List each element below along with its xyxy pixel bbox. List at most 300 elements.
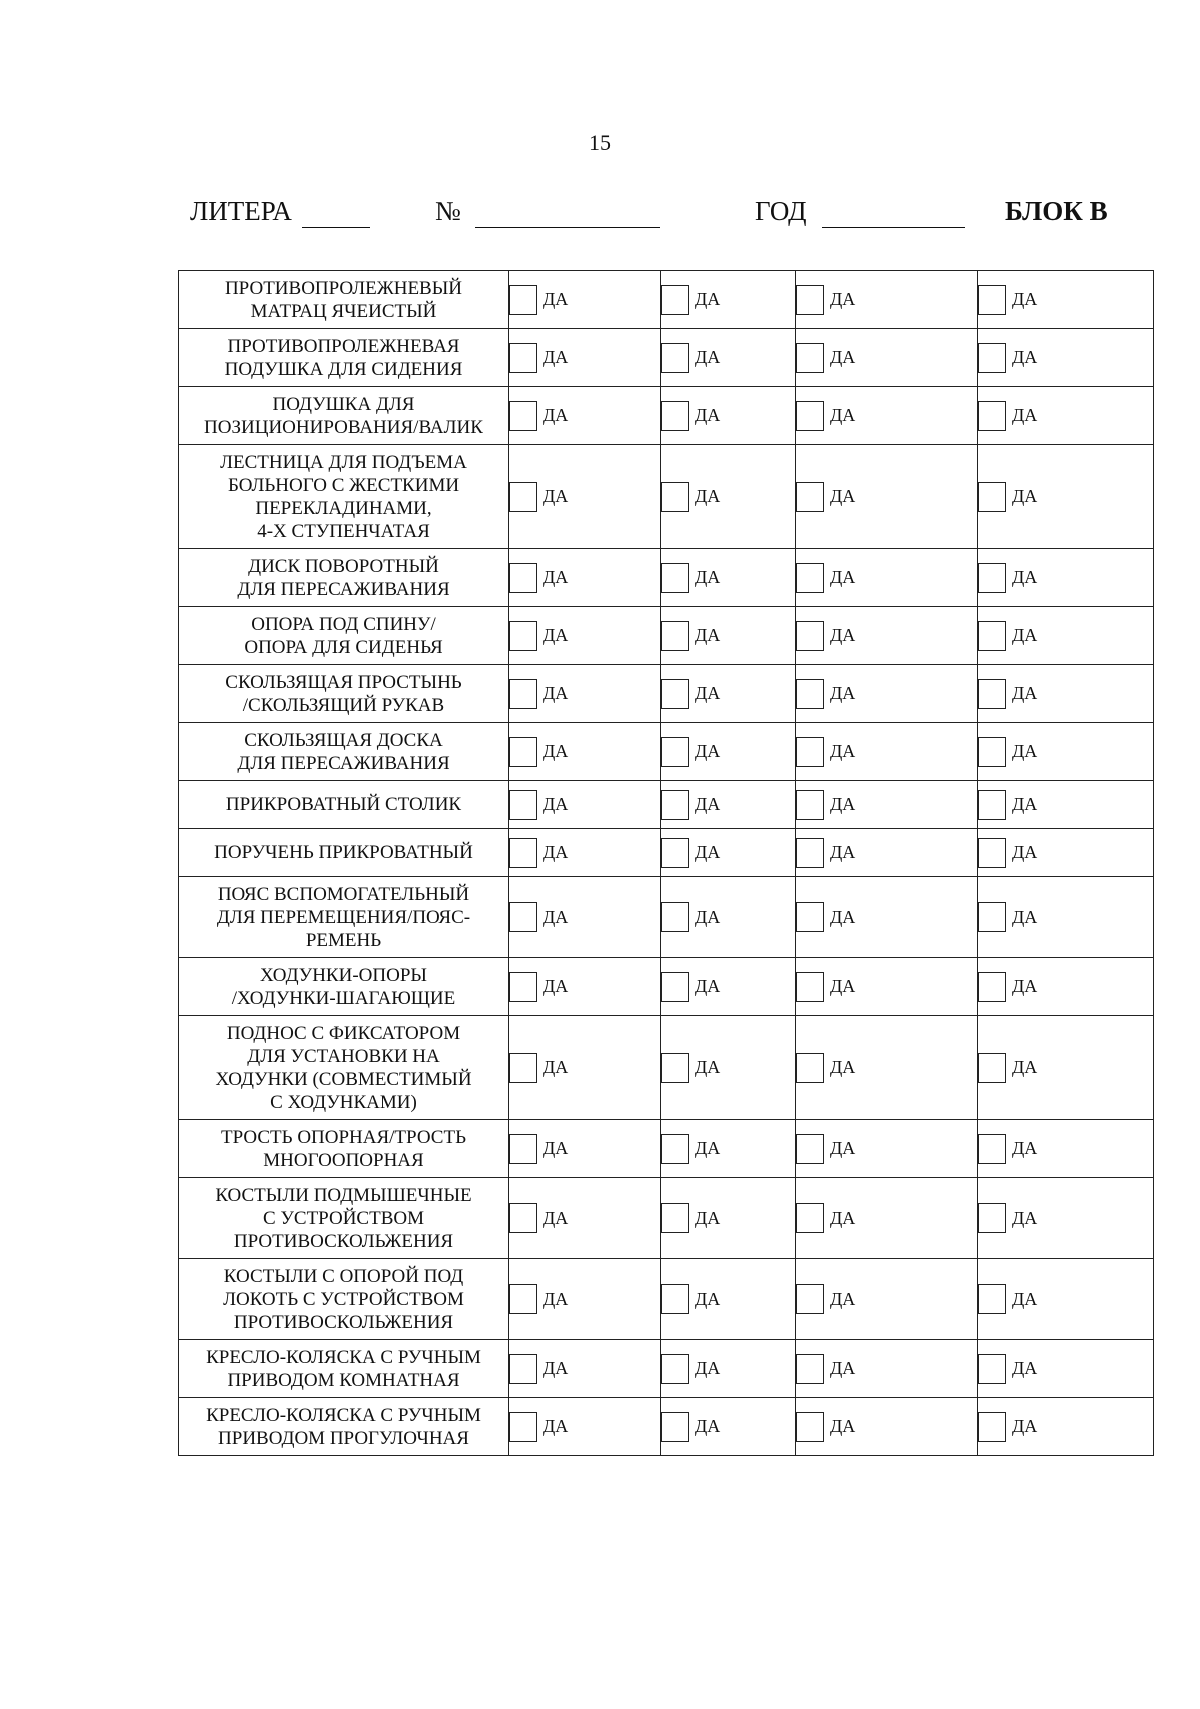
yes-option[interactable] [509, 563, 660, 593]
checkbox-cell [509, 1178, 661, 1259]
yes-option[interactable] [978, 1053, 1153, 1083]
table-row [179, 387, 1154, 445]
checkbox-cell [796, 549, 978, 607]
yes-checkbox[interactable] [796, 1412, 824, 1442]
checkbox-cell [978, 877, 1154, 958]
item-label: ПРОТИВОПРОЛЕЖНЕВАЯ ПОДУШКА ДЛЯ СИДЕНИЯ [179, 329, 509, 387]
checkbox-cell [661, 1120, 796, 1178]
yes-label: ДА [830, 976, 856, 996]
yes-option[interactable] [796, 1053, 977, 1083]
checkbox-cell [509, 329, 661, 387]
checkbox-cell [796, 445, 978, 549]
item-label: СКОЛЬЗЯЩАЯ ПРОСТЫНЬ /СКОЛЬЗЯЩИЙ РУКАВ [179, 665, 509, 723]
yes-checkbox[interactable] [661, 621, 689, 651]
yes-checkbox[interactable] [661, 902, 689, 932]
yes-label: ДА [695, 1288, 721, 1309]
checkbox-cell [978, 958, 1154, 1016]
yes-option[interactable] [509, 1134, 660, 1164]
yes-option[interactable] [978, 1203, 1153, 1233]
yes-checkbox[interactable] [796, 621, 824, 651]
yes-label: ДА [1012, 1358, 1038, 1378]
checkbox-cell [796, 387, 978, 445]
yes-checkbox[interactable] [509, 902, 537, 932]
checkbox-cell [978, 1340, 1154, 1398]
yes-label: ДА [543, 1138, 569, 1158]
checkbox-cell [796, 877, 978, 958]
checkbox-cell [661, 607, 796, 665]
checkbox-cell [509, 1398, 661, 1456]
yes-checkbox[interactable] [796, 838, 824, 868]
yes-checkbox[interactable] [509, 972, 537, 1002]
table-row [179, 1340, 1154, 1398]
yes-label: ДА [1012, 289, 1038, 309]
yes-option[interactable] [796, 679, 977, 709]
yes-label: ДА [830, 794, 856, 814]
yes-checkbox[interactable] [796, 679, 824, 709]
checkbox-cell [661, 549, 796, 607]
equipment-table [178, 270, 1154, 1456]
yes-option[interactable] [796, 902, 977, 932]
yes-option[interactable] [661, 401, 795, 431]
yes-checkbox[interactable] [796, 285, 824, 315]
yes-option[interactable] [978, 737, 1153, 767]
yes-label: ДА [695, 347, 721, 367]
item-label: ПОРУЧЕНЬ ПРИКРОВАТНЫЙ [179, 829, 509, 877]
yes-checkbox[interactable] [796, 1284, 824, 1314]
yes-label: ДА [1012, 1207, 1038, 1228]
yes-checkbox[interactable] [509, 1134, 537, 1164]
yes-label: ДА [1012, 1138, 1038, 1158]
yes-checkbox[interactable] [509, 1203, 537, 1233]
table-row [179, 1259, 1154, 1340]
yes-option[interactable] [796, 1134, 977, 1164]
yes-label: ДА [695, 842, 721, 862]
yes-option[interactable] [796, 790, 977, 820]
yes-label: ДА [1012, 906, 1038, 927]
yes-option[interactable] [509, 972, 660, 1002]
yes-label: ДА [830, 625, 856, 645]
yes-checkbox[interactable] [509, 1354, 537, 1384]
yes-option[interactable] [978, 285, 1153, 315]
item-label: ПОДНОС С ФИКСАТОРОМ ДЛЯ УСТАНОВКИ НА ХОДУНКИ (СОВМЕСТИМЫЙ С ХОДУНКАМИ) [179, 1016, 509, 1120]
checkbox-cell [661, 1259, 796, 1340]
yes-label: ДА [695, 794, 721, 814]
yes-checkbox[interactable] [796, 343, 824, 373]
yes-option[interactable] [796, 401, 977, 431]
yes-label: ДА [830, 1416, 856, 1436]
yes-option[interactable] [796, 1354, 977, 1384]
yes-checkbox[interactable] [978, 972, 1006, 1002]
checkbox-cell [661, 445, 796, 549]
yes-label: ДА [695, 486, 721, 506]
yes-checkbox[interactable] [661, 972, 689, 1002]
yes-option[interactable] [509, 1354, 660, 1384]
yes-checkbox[interactable] [661, 1053, 689, 1083]
yes-label: ДА [543, 842, 569, 862]
yes-label: ДА [1012, 683, 1038, 703]
yes-checkbox[interactable] [978, 343, 1006, 373]
yes-label: ДА [543, 1057, 569, 1077]
yes-option[interactable] [978, 1134, 1153, 1164]
yes-option[interactable] [796, 621, 977, 651]
yes-checkbox[interactable] [661, 563, 689, 593]
checkbox-cell [796, 1340, 978, 1398]
checkbox-cell [796, 665, 978, 723]
yes-label: ДА [830, 405, 856, 425]
yes-label: ДА [1012, 1288, 1038, 1309]
yes-option[interactable] [978, 902, 1153, 932]
yes-checkbox[interactable] [978, 838, 1006, 868]
yes-label: ДА [830, 1138, 856, 1158]
checkbox-cell [796, 958, 978, 1016]
yes-checkbox[interactable] [661, 737, 689, 767]
yes-checkbox[interactable] [978, 1354, 1006, 1384]
yes-option[interactable] [978, 563, 1153, 593]
yes-option[interactable] [509, 621, 660, 651]
yes-label: ДА [830, 289, 856, 309]
checkbox-cell [978, 1398, 1154, 1456]
yes-checkbox[interactable] [509, 838, 537, 868]
checkbox-cell [978, 271, 1154, 329]
yes-label: ДА [1012, 741, 1038, 761]
yes-checkbox[interactable] [661, 401, 689, 431]
checkbox-cell [796, 1016, 978, 1120]
checkbox-cell [978, 1259, 1154, 1340]
yes-option[interactable] [661, 679, 795, 709]
yes-checkbox[interactable] [978, 1284, 1006, 1314]
yes-option[interactable] [796, 838, 977, 868]
checkbox-cell [509, 829, 661, 877]
yes-label: ДА [1012, 625, 1038, 645]
yes-checkbox[interactable] [978, 902, 1006, 932]
yes-checkbox[interactable] [796, 482, 824, 512]
yes-option[interactable] [509, 790, 660, 820]
table-row [179, 665, 1154, 723]
checkbox-cell [509, 549, 661, 607]
yes-option[interactable] [509, 401, 660, 431]
yes-checkbox[interactable] [509, 285, 537, 315]
yes-checkbox[interactable] [796, 972, 824, 1002]
yes-option[interactable] [661, 1412, 795, 1442]
checkbox-cell [509, 271, 661, 329]
yes-option[interactable] [509, 343, 660, 373]
page-number: 15 [589, 130, 611, 155]
yes-option[interactable] [509, 1053, 660, 1083]
yes-checkbox[interactable] [661, 1134, 689, 1164]
yes-label: ДА [830, 842, 856, 862]
table-row [179, 877, 1154, 958]
yes-option[interactable] [661, 1203, 795, 1233]
yes-option[interactable] [796, 343, 977, 373]
yes-label: ДА [830, 1057, 856, 1077]
yes-option[interactable] [978, 482, 1153, 512]
yes-label: ДА [543, 1358, 569, 1378]
table-row [179, 549, 1154, 607]
table-row [179, 329, 1154, 387]
yes-label: ДА [543, 741, 569, 761]
yes-label: ДА [830, 486, 856, 506]
year-field[interactable] [822, 227, 965, 228]
yes-label: ДА [1012, 842, 1038, 862]
checkbox-cell [661, 1398, 796, 1456]
yes-label: ДА [1012, 1057, 1038, 1077]
checkbox-cell [509, 665, 661, 723]
yes-label: ДА [543, 906, 569, 927]
yes-label: ДА [695, 741, 721, 761]
yes-option[interactable] [978, 790, 1153, 820]
checkbox-cell [661, 1340, 796, 1398]
yes-option[interactable] [661, 482, 795, 512]
checkbox-cell [796, 329, 978, 387]
checkbox-cell [796, 1259, 978, 1340]
yes-checkbox[interactable] [796, 737, 824, 767]
yes-label: ДА [830, 1207, 856, 1228]
yes-checkbox[interactable] [509, 621, 537, 651]
yes-label: ДА [543, 1288, 569, 1309]
table-row [179, 271, 1154, 329]
yes-label: ДА [695, 1138, 721, 1158]
yes-label: ДА [830, 906, 856, 927]
yes-label: ДА [695, 683, 721, 703]
yes-option[interactable] [509, 1203, 660, 1233]
yes-checkbox[interactable] [796, 790, 824, 820]
yes-option[interactable] [509, 737, 660, 767]
item-label: КОСТЫЛИ ПОДМЫШЕЧНЫЕ С УСТРОЙСТВОМ ПРОТИВОСКОЛЬЖЕНИЯ [179, 1178, 509, 1259]
yes-option[interactable] [978, 621, 1153, 651]
yes-checkbox[interactable] [978, 482, 1006, 512]
yes-label: ДА [830, 741, 856, 761]
checkbox-cell [978, 1120, 1154, 1178]
table-row [179, 1178, 1154, 1259]
yes-label: ДА [830, 1288, 856, 1309]
yes-label: ДА [543, 486, 569, 506]
checkbox-cell [509, 1340, 661, 1398]
checkbox-cell [509, 723, 661, 781]
yes-label: ДА [830, 567, 856, 587]
yes-checkbox[interactable] [796, 563, 824, 593]
yes-option[interactable] [796, 1284, 977, 1314]
yes-option[interactable] [509, 482, 660, 512]
checkbox-cell [509, 877, 661, 958]
yes-checkbox[interactable] [796, 1053, 824, 1083]
checkbox-cell [509, 607, 661, 665]
yes-option[interactable] [509, 285, 660, 315]
yes-option[interactable] [796, 737, 977, 767]
yes-label: ДА [695, 1358, 721, 1378]
yes-checkbox[interactable] [509, 343, 537, 373]
item-label: КРЕСЛО-КОЛЯСКА С РУЧНЫМ ПРИВОДОМ КОМНАТНАЯ [179, 1340, 509, 1398]
yes-option[interactable] [661, 838, 795, 868]
item-label: ПРОТИВОПРОЛЕЖНЕВЫЙ МАТРАЦ ЯЧЕИСТЫЙ [179, 271, 509, 329]
yes-option[interactable] [661, 1284, 795, 1314]
yes-checkbox[interactable] [509, 1053, 537, 1083]
checkbox-cell [978, 781, 1154, 829]
yes-checkbox[interactable] [661, 679, 689, 709]
yes-checkbox[interactable] [509, 1284, 537, 1314]
yes-checkbox[interactable] [978, 1203, 1006, 1233]
yes-option[interactable] [661, 343, 795, 373]
block-label: БЛОК В [1005, 196, 1108, 226]
item-label: КРЕСЛО-КОЛЯСКА С РУЧНЫМ ПРИВОДОМ ПРОГУЛОЧНАЯ [179, 1398, 509, 1456]
form-header [190, 196, 1120, 236]
checkbox-cell [978, 607, 1154, 665]
yes-checkbox[interactable] [661, 482, 689, 512]
checkbox-cell [796, 271, 978, 329]
yes-option[interactable] [978, 343, 1153, 373]
yes-option[interactable] [796, 972, 977, 1002]
yes-checkbox[interactable] [978, 790, 1006, 820]
checkbox-cell [661, 271, 796, 329]
litera-field[interactable] [302, 227, 370, 228]
yes-checkbox[interactable] [978, 285, 1006, 315]
yes-checkbox[interactable] [796, 1203, 824, 1233]
yes-checkbox[interactable] [978, 401, 1006, 431]
table-row [179, 829, 1154, 877]
yes-checkbox[interactable] [796, 1354, 824, 1384]
yes-checkbox[interactable] [978, 563, 1006, 593]
yes-checkbox[interactable] [661, 1284, 689, 1314]
yes-label: ДА [695, 906, 721, 927]
number-label: № [435, 196, 461, 226]
table-row [179, 1398, 1154, 1456]
yes-option[interactable] [978, 1354, 1153, 1384]
checkbox-cell [796, 1178, 978, 1259]
checkbox-cell [661, 387, 796, 445]
yes-option[interactable] [661, 790, 795, 820]
checkbox-cell [509, 1016, 661, 1120]
yes-checkbox[interactable] [796, 1134, 824, 1164]
yes-option[interactable] [661, 902, 795, 932]
checkbox-cell [796, 781, 978, 829]
yes-label: ДА [695, 1057, 721, 1077]
checkbox-cell [509, 387, 661, 445]
yes-option[interactable] [661, 737, 795, 767]
yes-label: ДА [695, 289, 721, 309]
checkbox-cell [661, 1178, 796, 1259]
checkbox-cell [661, 958, 796, 1016]
yes-checkbox[interactable] [661, 285, 689, 315]
yes-option[interactable] [796, 482, 977, 512]
yes-checkbox[interactable] [509, 482, 537, 512]
yes-label: ДА [543, 1207, 569, 1228]
yes-option[interactable] [796, 563, 977, 593]
table-row [179, 445, 1154, 549]
yes-checkbox[interactable] [661, 790, 689, 820]
yes-checkbox[interactable] [978, 621, 1006, 651]
yes-checkbox[interactable] [509, 1412, 537, 1442]
yes-checkbox[interactable] [978, 1053, 1006, 1083]
yes-option[interactable] [661, 1053, 795, 1083]
yes-option[interactable] [661, 563, 795, 593]
yes-option[interactable] [509, 838, 660, 868]
yes-option[interactable] [978, 838, 1153, 868]
checkbox-cell [661, 665, 796, 723]
yes-checkbox[interactable] [978, 1134, 1006, 1164]
checkbox-cell [661, 1016, 796, 1120]
yes-option[interactable] [796, 1412, 977, 1442]
yes-label: ДА [695, 625, 721, 645]
yes-checkbox[interactable] [978, 1412, 1006, 1442]
yes-label: ДА [695, 1207, 721, 1228]
yes-option[interactable] [978, 1284, 1153, 1314]
litera-label: ЛИТЕРА [190, 196, 292, 226]
table-row [179, 1120, 1154, 1178]
yes-checkbox[interactable] [661, 1412, 689, 1442]
checkbox-cell [978, 329, 1154, 387]
yes-option[interactable] [661, 1134, 795, 1164]
yes-label: ДА [830, 1358, 856, 1378]
yes-option[interactable] [978, 972, 1153, 1002]
yes-option[interactable] [796, 1203, 977, 1233]
yes-option[interactable] [796, 285, 977, 315]
yes-label: ДА [1012, 976, 1038, 996]
checkbox-cell [978, 829, 1154, 877]
yes-checkbox[interactable] [661, 343, 689, 373]
item-label: ПРИКРОВАТНЫЙ СТОЛИК [179, 781, 509, 829]
yes-label: ДА [1012, 486, 1038, 506]
yes-checkbox[interactable] [661, 1354, 689, 1384]
yes-option[interactable] [978, 401, 1153, 431]
yes-checkbox[interactable] [796, 401, 824, 431]
yes-option[interactable] [509, 1284, 660, 1314]
yes-checkbox[interactable] [661, 838, 689, 868]
checkbox-cell [796, 723, 978, 781]
yes-option[interactable] [978, 1412, 1153, 1442]
yes-checkbox[interactable] [509, 679, 537, 709]
number-field[interactable] [475, 227, 660, 228]
yes-option[interactable] [661, 621, 795, 651]
yes-option[interactable] [661, 972, 795, 1002]
yes-option[interactable] [661, 285, 795, 315]
yes-label: ДА [1012, 405, 1038, 425]
table-row [179, 723, 1154, 781]
checkbox-cell [661, 829, 796, 877]
yes-checkbox[interactable] [509, 401, 537, 431]
checkbox-cell [796, 1398, 978, 1456]
yes-label: ДА [695, 405, 721, 425]
checkbox-cell [796, 829, 978, 877]
yes-checkbox[interactable] [978, 737, 1006, 767]
checkbox-cell [978, 549, 1154, 607]
checkbox-cell [978, 387, 1154, 445]
yes-checkbox[interactable] [661, 1203, 689, 1233]
item-label: СКОЛЬЗЯЩАЯ ДОСКА ДЛЯ ПЕРЕСАЖИВАНИЯ [179, 723, 509, 781]
yes-label: ДА [543, 1416, 569, 1436]
yes-checkbox[interactable] [509, 790, 537, 820]
item-label: ЛЕСТНИЦА ДЛЯ ПОДЪЕМА БОЛЬНОГО С ЖЕСТКИМИ ПЕРЕКЛАДИНАМИ, 4-Х СТУПЕНЧАТАЯ [179, 445, 509, 549]
table-row [179, 607, 1154, 665]
yes-checkbox[interactable] [509, 563, 537, 593]
item-label: ТРОСТЬ ОПОРНАЯ/ТРОСТЬ МНОГООПОРНАЯ [179, 1120, 509, 1178]
yes-label: ДА [695, 567, 721, 587]
yes-checkbox[interactable] [796, 902, 824, 932]
yes-checkbox[interactable] [978, 679, 1006, 709]
yes-label: ДА [830, 683, 856, 703]
item-label: ПОЯС ВСПОМОГАТЕЛЬНЫЙ ДЛЯ ПЕРЕМЕЩЕНИЯ/ПОЯС- РЕМЕНЬ [179, 877, 509, 958]
checkbox-cell [978, 723, 1154, 781]
yes-option[interactable] [509, 679, 660, 709]
checkbox-cell [796, 1120, 978, 1178]
yes-option[interactable] [509, 902, 660, 932]
yes-label: ДА [543, 976, 569, 996]
yes-label: ДА [543, 289, 569, 309]
yes-option[interactable] [509, 1412, 660, 1442]
yes-checkbox[interactable] [509, 737, 537, 767]
yes-label: ДА [1012, 567, 1038, 587]
yes-option[interactable] [978, 679, 1153, 709]
yes-option[interactable] [661, 1354, 795, 1384]
yes-label: ДА [543, 567, 569, 587]
